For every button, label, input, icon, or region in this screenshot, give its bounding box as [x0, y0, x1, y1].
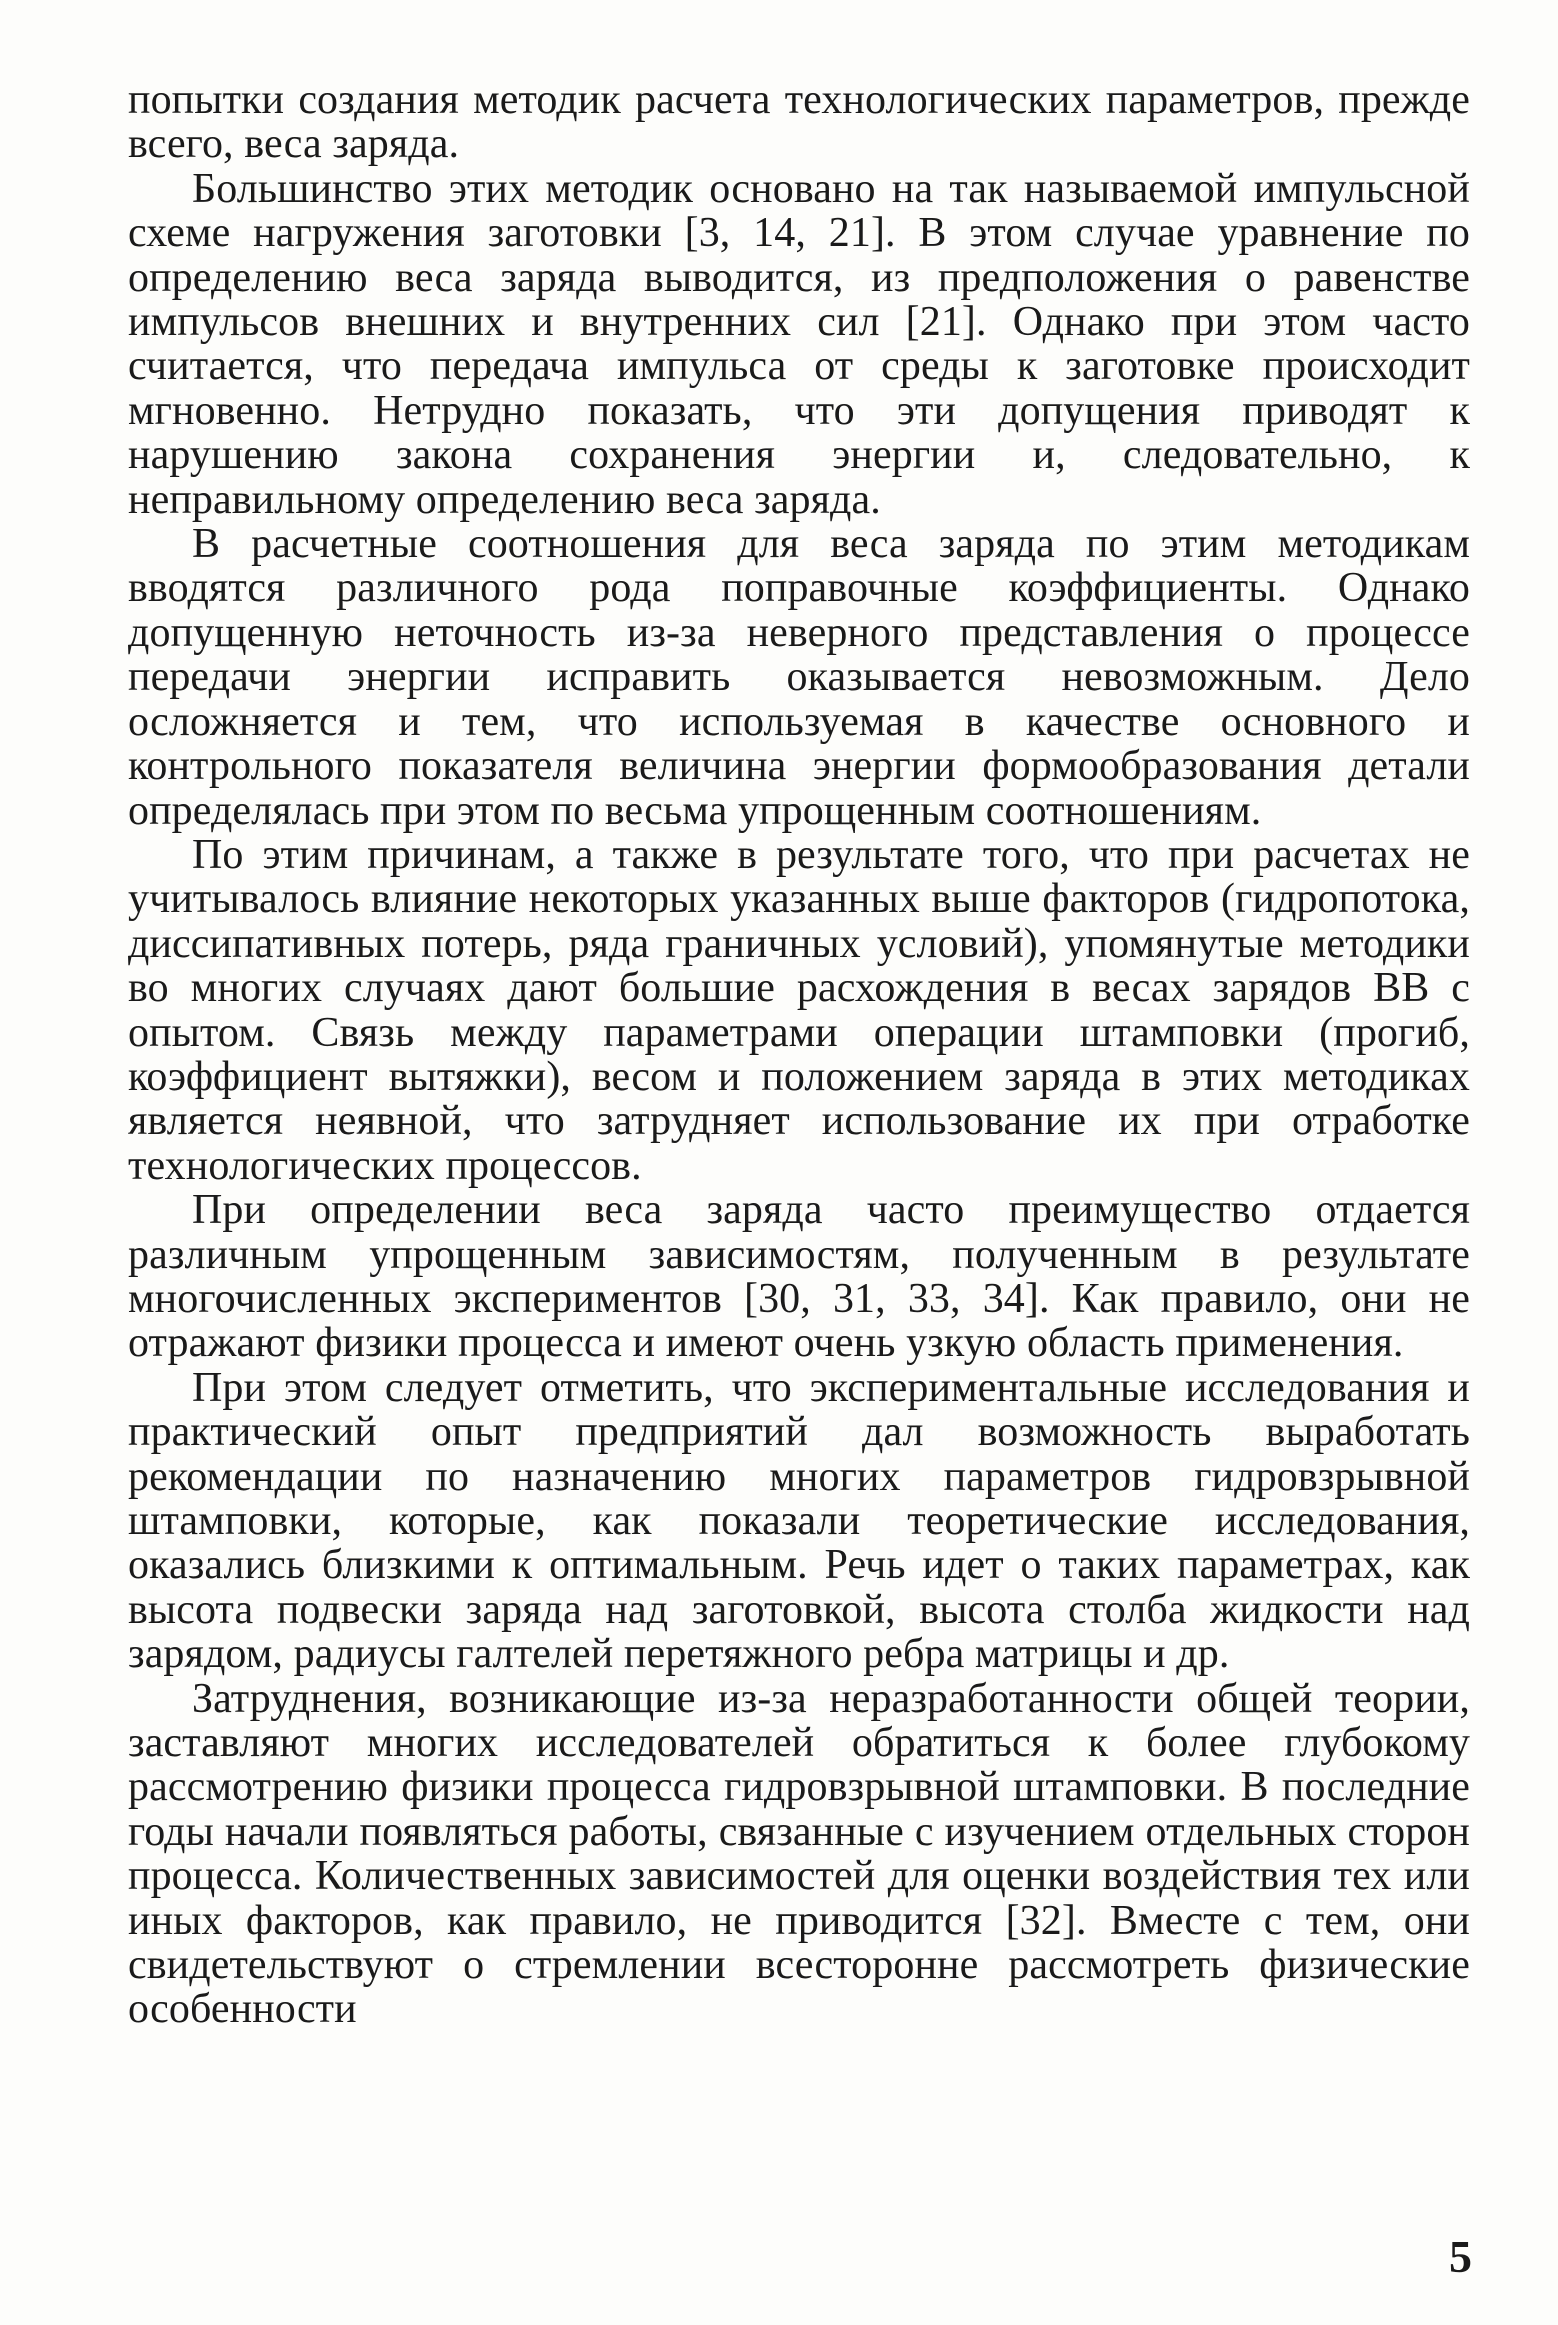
paragraph-1: попытки создания методик расчета технологических параметров, прежде всего, веса заряда. — [128, 77, 1470, 168]
paragraph-6: При этом следует отметить, что экспериментальные исследования и практический опыт предприятий дал возможность выработать рекомендации по назначению многих параметров гидровзрывной штамповки, которые, как показали теоретические исследования, оказались близкими к оптимальным. Речь идет о таких параметрах, как высота подвески заряда над заготовкой, высота столба жидкости над зарядом, радиусы галтелей перетяжного ребра матрицы и др. — [128, 1364, 1470, 1678]
paragraph-7: Затруднения, возникающие из-за неразработанности общей теории, заставляют многих исследователей обратиться к более глубокому рассмотрению физики процесса гидровзрывной штамповки. В последние годы начали появляться работы, связанные с изучением отдельных сторон процесса. Количественных зависимостей для оценки воздействия тех или иных факторов, как правило, не приводится [32]. Вместе с тем, они свидетельствуют о стремлении всесторонне рассмотреть физические особенности — [128, 1675, 1470, 2033]
paragraph-4: По этим причинам, а также в результате того, что при расчетах не учитывалось влияние некоторых указанных выше факторов (гидропотока, диссипативных потерь, ряда граничных условий), упомянутые методики во многих случаях дают большие расхождения в весах зарядов ВВ с опытом. Связь между параметрами операции штамповки (прогиб, коэффициент вытяжки), весом и положением заряда в этих методиках является неявной, что затрудняет использование их при отработке технологических процессов. — [128, 831, 1470, 1189]
body-text — [128, 78, 1470, 2032]
paragraph-3: В расчетные соотношения для веса заряда по этим методикам вводятся различного рода поправочные коэффициенты. Однако допущенную неточность из-за неверного представления о процессе передачи энергии исправить оказывается невозможным. Дело осложняется и тем, что используемая в качестве основного и контрольного показателя величина энергии формообразования детали определялась при этом по весьма упрощенным соотношениям. — [128, 521, 1470, 834]
paragraph-5: При определении веса заряда часто преимущество отдается различным упрощенным зависимостям, полученным в результате многочисленных экспериментов [30, 31, 33, 34]. Как правило, они не отражают физики процесса и имеют очень узкую область применения. — [128, 1187, 1470, 1367]
paragraph-2: Большинство этих методик основано на так называемой импульсной схеме нагружения заготовки [3, 14, 21]. В этом случае уравнение по определению веса заряда выводится, из предположения о равенстве импульсов внешних и внутренних сил [21]. Однако при этом часто считается, что передача импульса от среды к заготовке происходит мгновенно. Нетрудно показать, что эти допущения приводят к нарушению закона сохранения энергии и, следовательно, к неправильному определению веса заряда. — [128, 165, 1470, 523]
page-number: 5 — [1449, 2231, 1472, 2282]
